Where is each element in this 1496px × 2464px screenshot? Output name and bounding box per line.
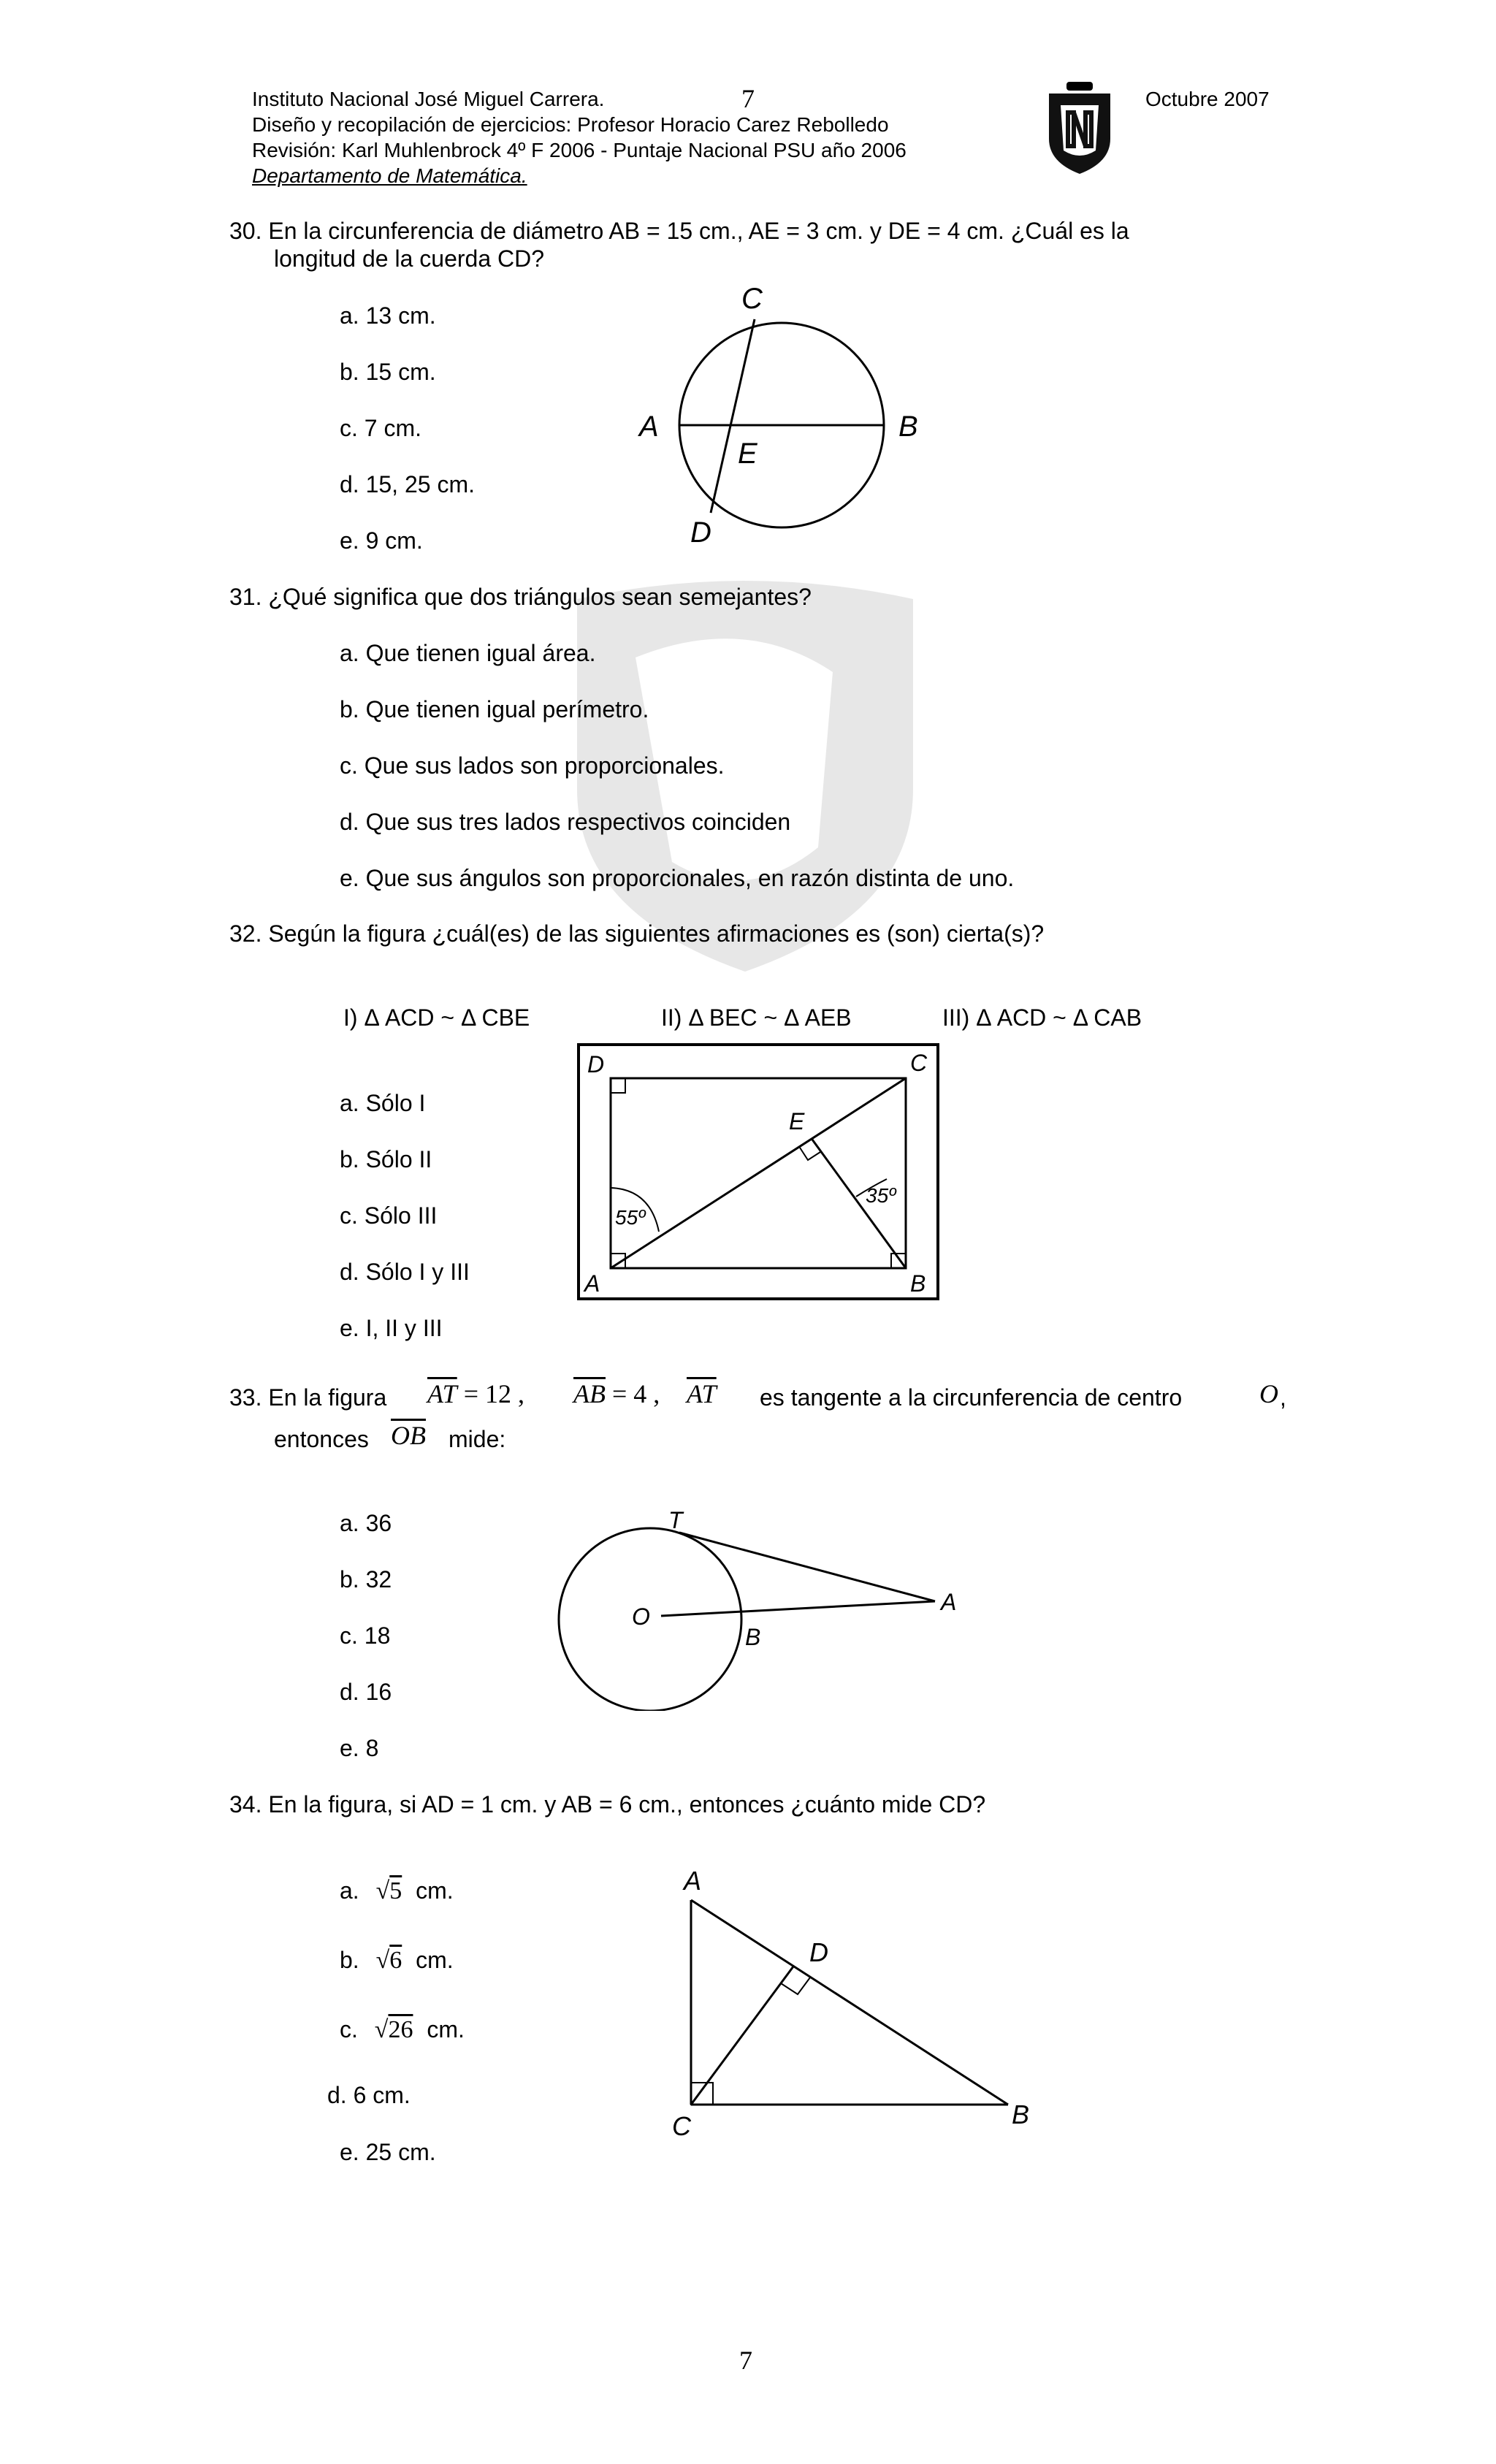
q34-triangle-figure [643, 1859, 1045, 2159]
footer-page-number: 7 [739, 2346, 752, 2375]
q33-tangent-figure [555, 1506, 964, 1711]
q30-statement: 30. En la circunferencia de diámetro AB = 15 cm., AE = 3 cm. y DE = 4 cm. ¿Cuál es la [229, 218, 1129, 244]
q31-option-e[interactable]: e. Que sus ángulos son proporcionales, en razón distinta de uno. [340, 865, 1015, 891]
header-institution: Instituto Nacional José Miguel Carrera. [252, 88, 605, 110]
q33-statement-mid: es tangente a la circunferencia de centro [760, 1384, 1183, 1411]
q30-label-c: C [741, 283, 763, 315]
q30-label-a: A [639, 411, 659, 443]
q34-statement: 34. En la figura, si AD = 1 cm. y AB = 6 cm., entonces ¿cuánto mide CD? [229, 1791, 986, 1818]
q34-option-a[interactable]: a. √5 cm. [340, 1877, 454, 1904]
q32-statement-ii: II) Δ BEC ~ Δ AEB [661, 1004, 852, 1031]
header-date: Octubre 2007 [1145, 88, 1270, 110]
q32-label-a: A [584, 1270, 600, 1297]
q33-option-e[interactable]: e. 8 [340, 1735, 379, 1761]
q33-option-c[interactable]: c. 18 [340, 1622, 391, 1649]
q32-angle-55: 55º [615, 1206, 646, 1229]
q33-label-b: B [745, 1624, 761, 1650]
q33-option-b[interactable]: b. 32 [340, 1566, 392, 1593]
q33-at-tangent: $\overline{AT}$ [687, 1379, 717, 1408]
q32-option-a[interactable]: a. Sólo I [340, 1090, 426, 1116]
q31-option-d[interactable]: d. Que sus tres lados respectivos coinciden [340, 809, 791, 835]
q32-rectangle-figure [577, 1043, 939, 1300]
q32-option-b[interactable]: b. Sólo II [340, 1146, 432, 1172]
q34-option-c[interactable]: c. √26 cm. [340, 2016, 465, 2043]
header-revision: Revisión: Karl Muhlenbrock 4º F 2006 - Puntaje Nacional PSU año 2006 [252, 139, 907, 161]
q34-option-d[interactable]: d. 6 cm. [327, 2082, 411, 2108]
q32-option-c[interactable]: c. Sólo III [340, 1202, 438, 1229]
q30-option-b[interactable]: b. 15 cm. [340, 359, 436, 385]
q34-label-a: A [684, 1866, 702, 1896]
q33-statement-end: mide: [449, 1426, 506, 1452]
header-page-number: 7 [741, 84, 755, 113]
q33-statement-prefix: 33. En la figura [229, 1384, 387, 1411]
q30-option-e[interactable]: e. 9 cm. [340, 527, 423, 554]
q32-label-b: B [910, 1270, 926, 1297]
q31-statement: 31. ¿Qué significa que dos triángulos sean semejantes? [229, 584, 812, 610]
q31-option-c[interactable]: c. Que sus lados son proporcionales. [340, 752, 725, 779]
header-design-credit: Diseño y recopilación de ejercicios: Profesor Horacio Carez Rebolledo [252, 113, 889, 136]
q32-angle-35: 35º [866, 1184, 896, 1207]
q32-label-e: E [789, 1108, 805, 1134]
q32-option-e[interactable]: e. I, II y III [340, 1315, 443, 1341]
school-logo [1045, 80, 1115, 177]
q33-option-a[interactable]: a. 36 [340, 1510, 392, 1536]
q32-statement-iii: III) Δ ACD ~ Δ CAB [942, 1004, 1142, 1031]
q30-label-e: E [738, 438, 757, 470]
q33-label-a: A [941, 1589, 957, 1615]
q33-center-o: O [1259, 1379, 1278, 1408]
q34-label-b: B [1012, 2099, 1030, 2129]
q30-statement-cont: longitud de la cuerda CD? [274, 245, 545, 272]
q32-option-d[interactable]: d. Sólo I y III [340, 1259, 470, 1285]
q34-label-c: C [672, 2111, 691, 2141]
q32-statement-i: I) Δ ACD ~ Δ CBE [343, 1004, 530, 1031]
q33-ab-expr: $\overline{AB} = 4$ , [573, 1379, 660, 1408]
q30-option-d[interactable]: d. 15, 25 cm. [340, 471, 475, 497]
q33-ob: $\overline{OB}$ [391, 1421, 426, 1450]
q34-label-d: D [809, 1937, 828, 1967]
q32-label-c: C [910, 1050, 928, 1076]
q30-label-d: D [690, 516, 711, 549]
q30-option-a[interactable]: a. 13 cm. [340, 302, 436, 329]
q33-statement-line2: entonces [274, 1426, 369, 1452]
q30-option-c[interactable]: c. 7 cm. [340, 415, 422, 441]
q31-option-a[interactable]: a. Que tienen igual área. [340, 640, 596, 666]
q32-statement: 32. Según la figura ¿cuál(es) de las siguientes afirmaciones es (son) cierta(s)? [229, 920, 1045, 947]
header-department: Departamento de Matemática. [252, 164, 527, 187]
q30-circle-figure [621, 272, 942, 552]
q33-label-t: T [668, 1507, 683, 1533]
q30-label-b: B [898, 411, 918, 443]
q33-option-d[interactable]: d. 16 [340, 1679, 392, 1705]
q33-at-expr: $\overline{AT} = 12$ , [427, 1379, 524, 1408]
q33-comma: , [1280, 1384, 1286, 1411]
q34-option-b[interactable]: b. √6 cm. [340, 1947, 454, 1974]
q32-label-d: D [587, 1051, 605, 1077]
q31-option-b[interactable]: b. Que tienen igual perímetro. [340, 696, 649, 722]
q34-option-e[interactable]: e. 25 cm. [340, 2139, 436, 2165]
q33-label-o: O [632, 1603, 650, 1630]
